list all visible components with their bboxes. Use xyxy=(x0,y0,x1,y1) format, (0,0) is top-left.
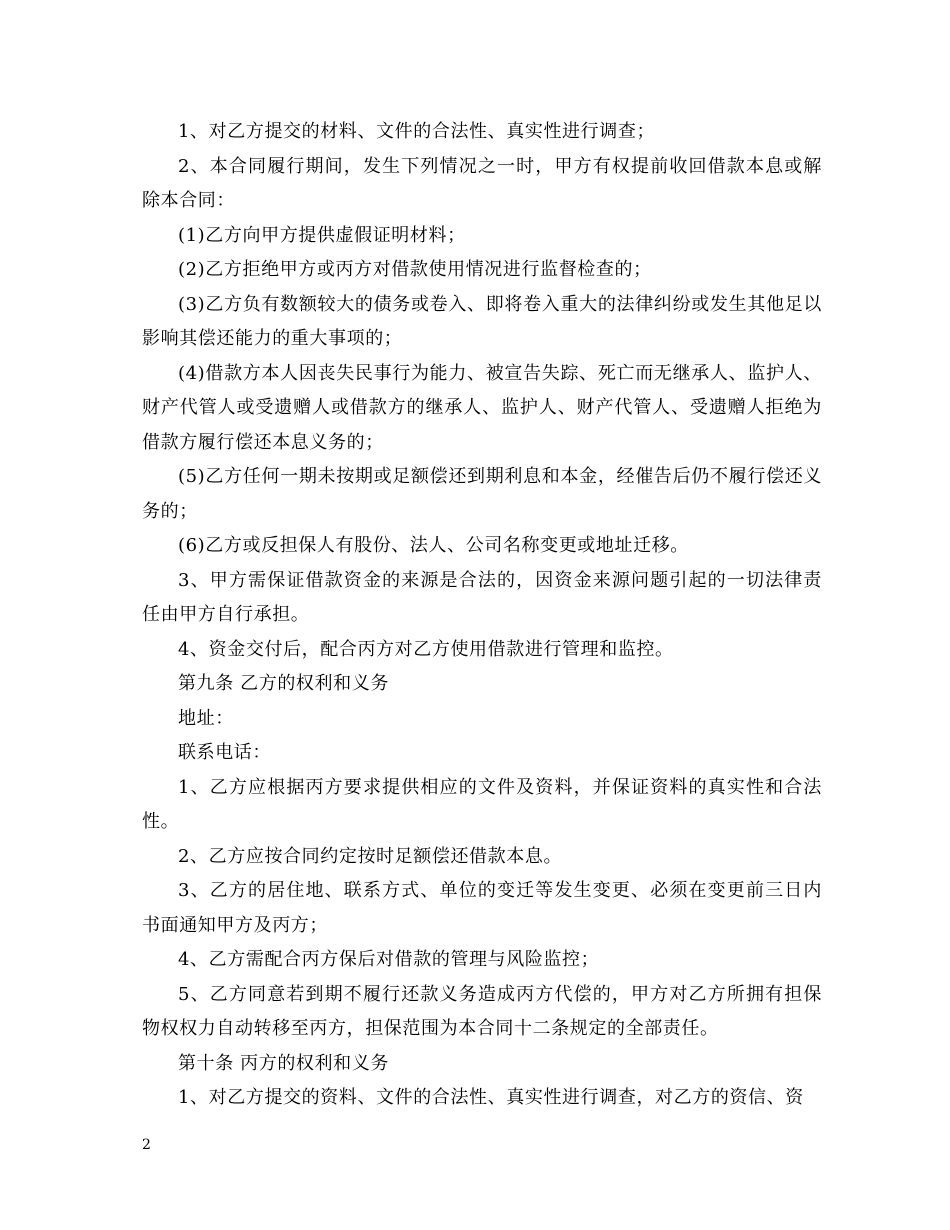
page-number: 2 xyxy=(142,1137,151,1153)
section-heading-article-10: 第十条 丙方的权利和义务 xyxy=(178,1052,389,1074)
paragraph-14: 1、乙方应根据丙方要求提供相应的文件及资料，并保证资料的真实性和合法性。 xyxy=(142,776,822,832)
paragraph-6: (4)借款方本人因丧失民事行为能力、被宣告失踪、死亡而无继承人、监护人、财产代管人或受遗赠人或借款方的继承人、监护人、财产代管人、受遗赠人拒绝为借款方履行偿还本息义务的； xyxy=(142,362,822,453)
section-heading-article-9: 第九条 乙方的权利和义务 xyxy=(178,673,389,694)
paragraph-18: 5、乙方同意若到期不履行还款义务造成丙方代偿的，甲方对乙方所拥有担保物权权力自动转移至丙方，担保范围为本合同十二条规定的全部责任。 xyxy=(142,983,822,1039)
document-body xyxy=(142,115,822,1116)
paragraph-20: 1、对乙方提交的资料、文件的合法性、真实性进行调查，对乙方的资信、资 xyxy=(178,1087,804,1108)
paragraph-3: (1)乙方向甲方提供虚假证明材料； xyxy=(178,224,466,246)
paragraph-5: (3)乙方负有数额较大的债务或卷入、即将卷入重大的法律纠纷或发生其他足以影响其偿还能力的重大事项的； xyxy=(142,293,822,349)
address-label: 地址： xyxy=(178,707,234,729)
paragraph-16: 3、乙方的居住地、联系方式、单位的变迁等发生变更、必须在变更前三日内书面通知甲方及丙方； xyxy=(142,880,822,936)
paragraph-2: 2、本合同履行期间，发生下列情况之一时，甲方有权提前收回借款本息或解除本合同： xyxy=(142,155,822,211)
paragraph-7: (5)乙方任何一期未按期或足额偿还到期利息和本金，经催告后仍不履行偿还义务的； xyxy=(142,466,822,522)
paragraph-15: 2、乙方应按合同约定按时足额偿还借款本息。 xyxy=(178,845,563,867)
paragraph-1: 1、对乙方提交的材料、文件的合法性、真实性进行调查； xyxy=(178,121,656,142)
paragraph-9: 3、甲方需保证借款资金的来源是合法的，因资金来源问题引起的一切法律责任由甲方自行承担。 xyxy=(142,569,822,625)
paragraph-4: (2)乙方拒绝甲方或丙方对借款使用情况进行监督检查的； xyxy=(178,259,652,280)
paragraph-10: 4、资金交付后，配合丙方对乙方使用借款进行管理和监控。 xyxy=(178,638,674,660)
paragraph-8: (6)乙方或反担保人有股份、法人、公司名称变更或地址迁移。 xyxy=(178,535,689,556)
phone-label: 联系电话： xyxy=(178,742,271,763)
paragraph-17: 4、乙方需配合丙方保后对借款的管理与风险监控； xyxy=(178,949,600,970)
